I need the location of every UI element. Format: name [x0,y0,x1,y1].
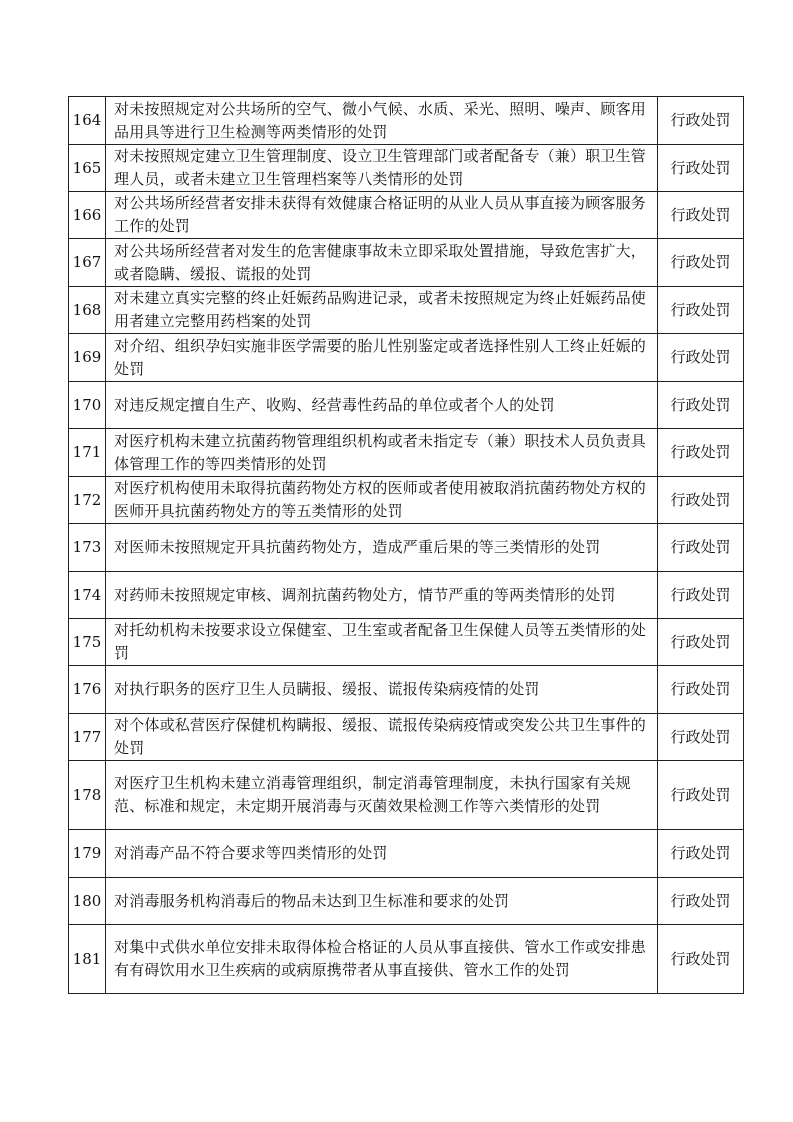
row-description: 对执行职务的医疗卫生人员瞒报、缓报、谎报传染病疫情的处罚 [106,666,658,714]
row-number: 168 [69,287,106,334]
row-description: 对消毒产品不符合要求等四类情形的处罚 [106,830,658,878]
table-row [69,572,744,619]
row-number: 165 [69,145,106,192]
table-row [69,524,744,572]
row-category: 行政处罚 [658,429,744,477]
row-number: 178 [69,761,106,830]
row-number: 167 [69,239,106,287]
row-description: 对违反规定擅自生产、收购、经营毒性药品的单位或者个人的处罚 [106,382,658,429]
row-category: 行政处罚 [658,761,744,830]
row-description: 对药师未按照规定审核、调剂抗菌药物处方，情节严重的等两类情形的处罚 [106,572,658,619]
row-category: 行政处罚 [658,334,744,382]
row-number: 181 [69,925,106,994]
row-category: 行政处罚 [658,714,744,761]
row-category: 行政处罚 [658,666,744,714]
row-category: 行政处罚 [658,287,744,334]
row-category: 行政处罚 [658,830,744,878]
row-category: 行政处罚 [658,97,744,145]
row-number: 171 [69,429,106,477]
row-number: 164 [69,97,106,145]
row-category: 行政处罚 [658,572,744,619]
table-row [69,97,744,145]
row-category: 行政处罚 [658,878,744,925]
table-row [69,145,744,192]
row-description: 对医疗机构未建立抗菌药物管理组织机构或者未指定专（兼）职技术人员负责具体管理工作的等四类情形的处罚 [106,429,658,477]
table-row [69,429,744,477]
table-row [69,761,744,830]
row-number: 172 [69,477,106,524]
row-number: 180 [69,878,106,925]
row-description: 对个体或私营医疗保健机构瞒报、缓报、谎报传染病疫情或突发公共卫生事件的处罚 [106,714,658,761]
row-number: 177 [69,714,106,761]
row-description: 对医疗卫生机构未建立消毒管理组织，制定消毒管理制度，未执行国家有关规范、标准和规定，未定期开展消毒与灭菌效果检测工作等六类情形的处罚 [106,761,658,830]
row-description: 对托幼机构未按要求设立保健室、卫生室或者配备卫生保健人员等五类情形的处罚 [106,619,658,666]
penalty-items-table [68,96,744,994]
row-number: 173 [69,524,106,572]
row-number: 169 [69,334,106,382]
row-number: 174 [69,572,106,619]
table-row [69,334,744,382]
row-description: 对介绍、组织孕妇实施非医学需要的胎儿性别鉴定或者选择性别人工终止妊娠的处罚 [106,334,658,382]
row-number: 170 [69,382,106,429]
row-category: 行政处罚 [658,524,744,572]
table-row [69,925,744,994]
row-description: 对集中式供水单位安排未取得体检合格证的人员从事直接供、管水工作或安排患有有碍饮用水卫生疾病的或病原携带者从事直接供、管水工作的处罚 [106,925,658,994]
row-category: 行政处罚 [658,192,744,239]
row-category: 行政处罚 [658,619,744,666]
table-row [69,666,744,714]
row-category: 行政处罚 [658,382,744,429]
row-description: 对医师未按照规定开具抗菌药物处方，造成严重后果的等三类情形的处罚 [106,524,658,572]
row-description: 对未按照规定建立卫生管理制度、设立卫生管理部门或者配备专（兼）职卫生管理人员，或者未建立卫生管理档案等八类情形的处罚 [106,145,658,192]
row-number: 175 [69,619,106,666]
row-description: 对未建立真实完整的终止妊娠药品购进记录，或者未按照规定为终止妊娠药品使用者建立完整用药档案的处罚 [106,287,658,334]
table-row [69,287,744,334]
row-category: 行政处罚 [658,925,744,994]
row-category: 行政处罚 [658,145,744,192]
row-number: 176 [69,666,106,714]
row-category: 行政处罚 [658,239,744,287]
table-row [69,239,744,287]
row-description: 对消毒服务机构消毒后的物品未达到卫生标准和要求的处罚 [106,878,658,925]
table-row [69,619,744,666]
row-number: 179 [69,830,106,878]
table-row [69,477,744,524]
table-row [69,878,744,925]
row-category: 行政处罚 [658,477,744,524]
row-description: 对公共场所经营者对发生的危害健康事故未立即采取处置措施，导致危害扩大，或者隐瞒、缓报、谎报的处罚 [106,239,658,287]
row-description: 对医疗机构使用未取得抗菌药物处方权的医师或者使用被取消抗菌药物处方权的医师开具抗菌药物处方的等五类情形的处罚 [106,477,658,524]
row-number: 166 [69,192,106,239]
row-description: 对未按照规定对公共场所的空气、微小气候、水质、采光、照明、噪声、顾客用品用具等进行卫生检测等两类情形的处罚 [106,97,658,145]
table-row [69,192,744,239]
table-row [69,382,744,429]
table-row [69,714,744,761]
row-description: 对公共场所经营者安排未获得有效健康合格证明的从业人员从事直接为顾客服务工作的处罚 [106,192,658,239]
table-row [69,830,744,878]
